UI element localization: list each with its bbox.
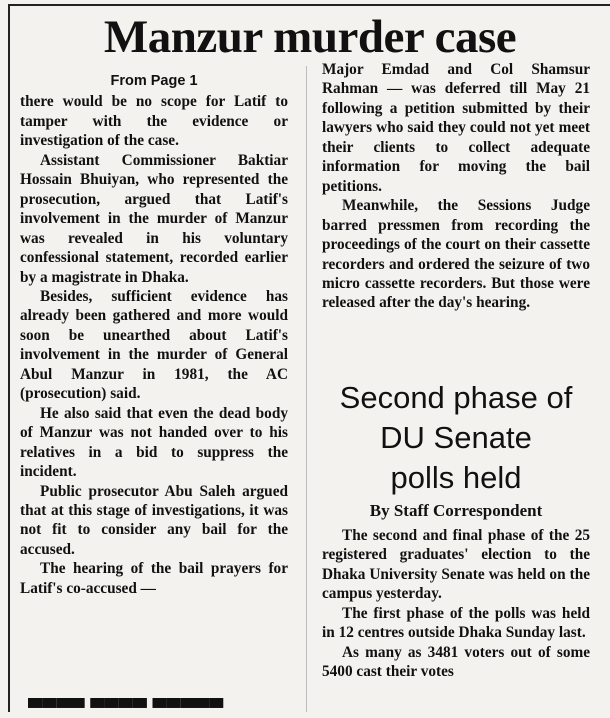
article-paragraph: Public prosecutor Abu Saleh argued that at this stage of investigations, it was not fit to consider any bail for the accused. bbox=[20, 482, 288, 558]
cut-off-next-headline: ▀▀▀▀ ▀▀▀▀ ▀▀▀▀▀ bbox=[28, 698, 224, 718]
top-rule bbox=[8, 4, 610, 6]
headline-line: polls held bbox=[390, 460, 522, 495]
second-article-body bbox=[322, 526, 590, 682]
article-paragraph: The second and final phase of the 25 registered graduates' election to the Dhaka University Senate was held on the campus yesterday. bbox=[322, 527, 590, 603]
article-paragraph: The hearing of the bail prayers for Latif's co-accused — bbox=[20, 560, 288, 597]
article-paragraph: The first phase of the polls was held in 12 centres outside Dhaka Sunday last. bbox=[322, 604, 590, 642]
left-rule bbox=[8, 4, 10, 712]
article-paragraph: As many as 3481 voters out of some 5400 cast their votes bbox=[322, 643, 590, 681]
left-column bbox=[20, 72, 288, 598]
continuation-dateline: From Page 1 bbox=[110, 73, 198, 89]
article-paragraph: there would be no scope for Latif to tamper with the evidence or investigation of the case. bbox=[20, 93, 288, 150]
article-paragraph: Meanwhile, the Sessions Judge barred pressmen from recording the proceedings of the court on their cassette recorders and ordered the seizure of two micro cassette recorders. But those were released after the day's hearing. bbox=[322, 197, 590, 312]
article-paragraph: Major Emdad and Col Shamsur Rahman — was deferred till May 21 following a petition submitted by their lawyers who said they could not yet meet their clients to collect adequate information for moving the bail petitions. bbox=[322, 61, 590, 195]
article-paragraph: Assistant Commissioner Baktiar Hossain Bhuiyan, who represented the prosecution, argued that Latif's involvement in the murder of Manzur was revealed in his voluntary confessional statement, recorded earlier by a magistrate in Dhaka. bbox=[20, 151, 288, 286]
headline-line: Second phase of bbox=[339, 380, 573, 415]
right-column bbox=[322, 60, 590, 313]
column-divider bbox=[306, 66, 307, 712]
article-headline: Manzur murder case bbox=[103, 11, 517, 63]
second-article-headline bbox=[318, 378, 594, 498]
headline-line: DU Senate bbox=[380, 420, 532, 455]
article-paragraph: He also said that even the dead body of Manzur was not handed over to his relatives in a bid to suppress the incident. bbox=[20, 404, 288, 481]
article-paragraph: Besides, sufficient evidence has already been gathered and more would soon be unearthed about Latif's involvement in the murder of General Abul Manzur in 1981, the AC (prosecution) said. bbox=[20, 287, 288, 403]
byline: By Staff Correspondent bbox=[369, 501, 543, 520]
